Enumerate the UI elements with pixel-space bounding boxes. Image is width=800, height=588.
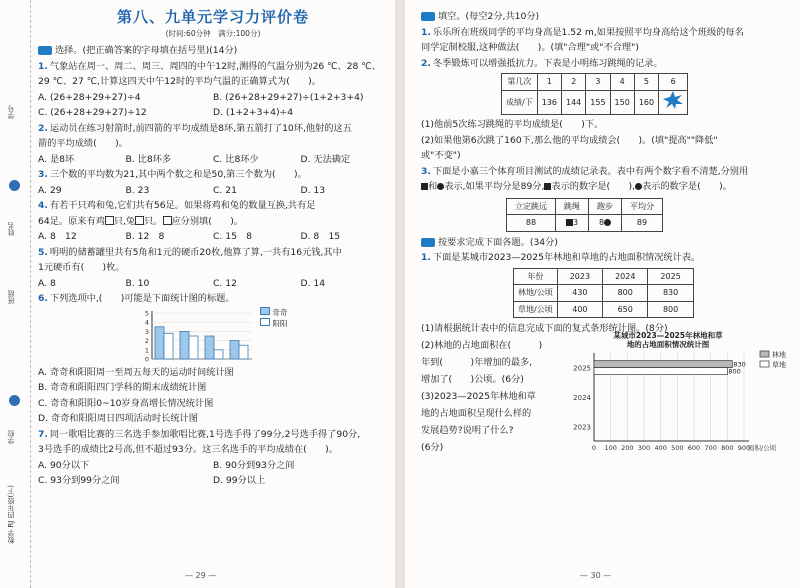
page-number: — 30 —: [580, 571, 612, 580]
blank-box: [163, 216, 172, 225]
question-3: 3. 三个数的平均数为21,其中两个数之和是50,第三个数为( )。: [38, 169, 307, 180]
y-tick-label: 1: [144, 345, 149, 354]
right-page: [405, 0, 800, 588]
left-content: [38, 10, 388, 489]
y-tick-label: 4: [144, 318, 149, 327]
q1-options: A. (26+28+29+27)÷4 B. (26+28+29+27)÷(1+2+3+4): [38, 91, 364, 103]
x-tick-label: 400: [654, 443, 667, 452]
page-gutter: [395, 0, 405, 588]
name-label: 姓名: [7, 222, 15, 236]
page-subtitle: (时间:60分钟 满分:100分): [165, 28, 261, 38]
x-tick-label: 500: [671, 443, 684, 452]
land-area-table: 年份 2023 2024 2025 林地/公顷 430 800 830 草地/公顷 400 650 800: [513, 268, 694, 319]
section-tasks: [421, 235, 793, 251]
s1-sub1: (1)请根据统计表中的信息完成下面的复式条形统计图。(8分): [421, 323, 668, 334]
square-symbol: [421, 183, 428, 190]
question-6: 6. 下列选项中,( )可能是下面统计图的标题。: [38, 293, 235, 304]
dot-symbol: [604, 219, 611, 226]
dot-symbol: [635, 183, 642, 190]
y-category-label: 2025: [573, 364, 591, 373]
y-tick-label: 0: [144, 355, 149, 363]
s1-lower: [421, 330, 793, 467]
legend-qiqi: 奇奇: [272, 307, 288, 317]
x-tick-label: 900: [737, 443, 751, 452]
bar-奇奇: [230, 340, 239, 358]
section-icon: [421, 12, 435, 21]
square-symbol: [566, 219, 573, 226]
section-choice-title: 选择。(把正确答案的字母填在括号里)(14分): [55, 45, 238, 56]
q6-option-d: D. 奇奇和阳阳周日四项活动时长统计图: [38, 413, 198, 424]
q4-options: A. 8 12 B. 12 8 C. 15 8 D. 8 15: [38, 231, 341, 242]
question-4: 4. 有若干只鸡和兔,它们共有56足。如果将鸡和兔的数量互换,共有足 64足。原来有鸡 只,兔 只。 应分别填( )。: [38, 200, 316, 227]
question-2: 2. 运动员在练习射箭时,前四箭的平均成绩是8环,第五箭打了10环,他射的这五 箭的平均成绩( )。: [38, 122, 352, 149]
y-category-label: 2023: [573, 422, 591, 431]
class-label: 班级: [7, 290, 15, 304]
legend-yangyang: 阳阳: [272, 318, 288, 328]
q1-options: C. (26+28+29+27)÷12 D. (1+2+3+4)÷4: [38, 107, 294, 118]
binding-margin: [0, 0, 31, 588]
student-no-label: 学号: [7, 105, 15, 119]
page-number: — 29 —: [185, 571, 217, 580]
binding-hole: [9, 180, 20, 191]
x-tick-label: 600: [687, 443, 701, 452]
book-label: 数学 RJ 四年级(下): [7, 485, 15, 544]
blank-box: [105, 216, 114, 225]
x-tick-label: 800: [721, 443, 734, 452]
legend-swatch: [760, 361, 769, 367]
bar-value-label: 800: [728, 367, 741, 376]
binding-hole: [9, 395, 20, 406]
bar-阳阳: [214, 349, 223, 358]
section-fill-title: 填空。(每空2分,共10分): [438, 11, 540, 22]
bar-奇奇: [180, 331, 189, 359]
bar-草地: [594, 367, 727, 374]
s1-questions: (2)林地的占地面积在( ) 年到( )年增加的最多, 增加了( )公顷。(6分) (3)2023—2025年林地和草 地的占地面积呈现什么样的 发展趋势?说明了什么? (6分): [421, 339, 543, 453]
bar-奇奇: [155, 326, 164, 358]
r2-sub2: (2)如果他第6次跳了160下,那么他的平均成绩会( )。(填"提高""降低": [421, 134, 718, 146]
bar-阳阳: [164, 333, 173, 359]
r-question-3: 3. 下面是小嘉三个体育项目测试的成绩记录表。表中有两个数字看不清楚,分别用 和 表示,如果平均分是89分, 表示的数字是( ), 表示的数字是( )。: [421, 165, 749, 192]
x-tick-label: 100: [604, 443, 617, 452]
q2-options: A. 是8环 B. 比8环多 C. 比8环少 D. 无法确定: [38, 153, 351, 165]
x-axis-label: 面积/公顷: [748, 443, 777, 452]
question-1: 1. 气象站在周一、周二、周三、周四的中午12时,测得的气温分别为26 ℃、28 ℃、 29 ℃、27 ℃,计算这四天中午12时的平均气温的正确算式为( )。: [38, 60, 381, 87]
bar-value-label: 830: [733, 360, 746, 369]
page-title: 第八、九单元学习力评价卷: [116, 8, 309, 26]
section-choice: [38, 43, 388, 59]
legend-label: 草地: [772, 360, 786, 369]
y-category-label: 2024: [573, 393, 591, 402]
x-tick-label: 0: [591, 443, 597, 452]
question-7: 7. 同一歌唱比赛的三名选手参加歌唱比赛,1号选手得了99分,2号选手得了90分, 3号选手的成绩比2号高,但不超过93分。这三名选手的平均成绩在( )。: [38, 428, 361, 455]
q6-option-a: A. 奇奇和阳阳周一至周五每天的运动时间统计图: [38, 366, 234, 378]
q7-options: C. 93分到99分之间 D. 99分以上: [38, 475, 266, 486]
y-tick-label: 5: [144, 309, 149, 317]
q6-option-b: B. 奇奇和阳阳四门学科的期末成绩统计图: [38, 382, 207, 393]
q7-options: A. 90分以下 B. 90分到93分之间: [38, 459, 295, 471]
starburst-cell: [659, 90, 688, 115]
right-content: [421, 8, 793, 467]
bar-阳阳: [189, 336, 198, 359]
y-tick-label: 3: [144, 327, 149, 336]
bar-奇奇: [205, 336, 214, 359]
land-area-bar-chart: [568, 329, 793, 459]
legend-swatch: [760, 351, 769, 357]
school-label: 学校: [7, 430, 15, 444]
legend-label: 林地: [772, 350, 786, 359]
section-tasks-title: 按要求完成下面各题。(34分): [438, 236, 558, 248]
x-tick-label: 700: [704, 443, 717, 452]
left-page: [0, 0, 395, 588]
s-question-1: 1. 下面是某城市2023—2025年林地和草地的占地面积情况统计表。: [421, 252, 701, 263]
x-tick-label: 200: [621, 443, 634, 452]
bar-林地: [594, 360, 732, 367]
y-tick-label: 2: [144, 336, 149, 345]
r2-sub2-cont: 或"不变"): [421, 150, 461, 161]
q3-options: A. 29 B. 23 C. 21 D. 13: [38, 184, 326, 196]
q6-legend: [260, 307, 287, 329]
section-fill: [421, 9, 793, 25]
r-question-2: 2. 冬季锻炼可以增强抵抗力。下表是小明练习跳绳的记录。: [421, 57, 663, 69]
x-tick-label: 300: [637, 443, 651, 452]
q5-options: A. 8 B. 10 C. 12 D. 14: [38, 277, 326, 289]
jump-rope-table: 第几次 1 2 3 4 5 6 成绩/下 136 144 155 150 160: [501, 73, 688, 115]
starburst-icon: [663, 91, 683, 109]
chart-title: 地的占地面积情况统计图: [626, 339, 710, 349]
bar-阳阳: [239, 345, 248, 359]
section-icon: [421, 238, 435, 247]
r2-sub1: (1)他前5次练习跳绳的平均成绩是( )下。: [421, 119, 604, 130]
sports-score-table: 立定跳远 跳绳 跑步 平均分 88 3 8 89: [506, 198, 663, 232]
r-question-1: 1. 乐乐所在班级同学的平均身高是1.52 m,如果按照平均身高给这个班级的每名 同学定制校服,这种做法( )。(填"合理"或"不合理"): [421, 26, 744, 53]
blank-box: [135, 216, 144, 225]
q6-chart-wrap: [38, 307, 388, 365]
question-5: 5. 明明的储蓄罐里共有5角和1元的硬币20枚,他算了算,一共有16元钱,其中 1元硬币有( )枚。: [38, 246, 342, 273]
q6-option-c: C. 奇奇和阳阳0~10岁身高增长情况统计图: [38, 397, 214, 409]
section-icon: [38, 46, 52, 55]
chart-title: 某城市2023—2025年林地和草: [613, 330, 723, 340]
